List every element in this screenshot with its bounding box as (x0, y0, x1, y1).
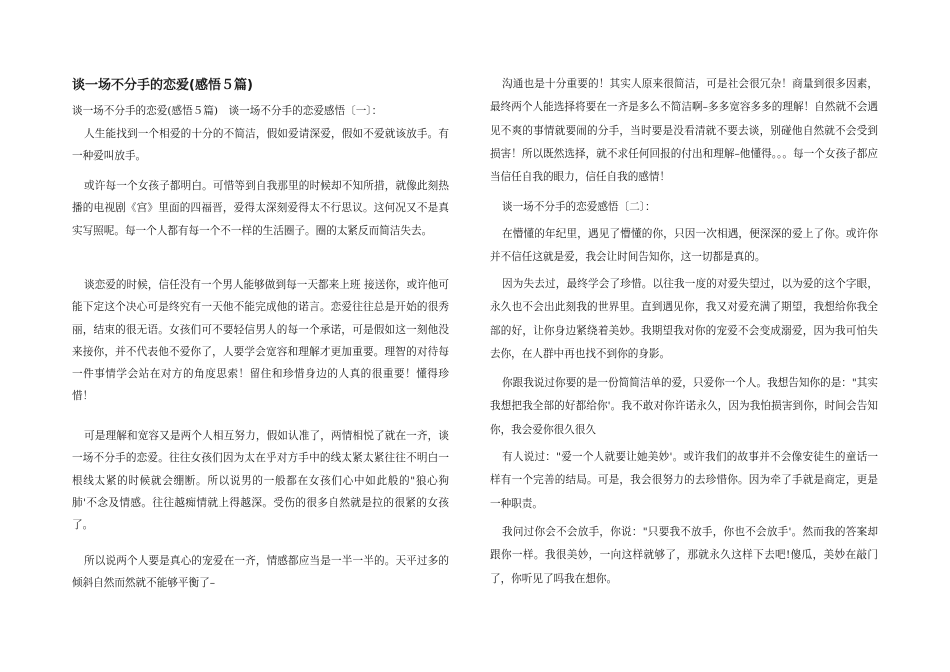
paragraph: 我问过你会不会放手，你说："只要我不放手，你也不会放手'。然而我的答案却跟你一样。我很美妙，一向这样就够了，那就永久这样下去吧!傻瓜，美妙在敲门了，你听见了吗我在想你。 (490, 526, 878, 585)
paragraph: 谈恋爱的时候，信任没有一个男人能够做到每一天都来上班 接送你，或许他可能下定这个决心可是终究有一天他不能完成他的诺言。恋爱往往总是开始的很秀丽，结束的很无语。女孩们可不要轻信男人的每一个承诺，可是假如这一刻他没来接你，并不代表他不爱你了，人要学会宽容和理解才更加重要。理智的对待每一件事情学会站在对方的角度思索！留住和珍惜身边的人真的很重要！懂得珍惜！ (72, 279, 449, 403)
paragraph: 因为失去过，最终学会了珍惜。以往我一度的对爱失望过，以为爱的这个字眼，永久也不会出此刻我的世界里。直到遇见你，我又对爱充满了期望，我想给你我全部的好，让你身边紧绕着美妙。我期望我对你的宠爱不会变成溺爱，因为我可怕失去你，在人群中再也找不到你的身影。 (490, 278, 878, 360)
paragraph: 可是理解和宽容又是两个人相互努力，假如认准了，两情相悦了就在一齐，谈一场不分手的恋爱。往往女孩们因为太在乎对方手中的线太紧太紧往往不明白一根线太紧的时候就会绷断。所以说男的一般都在女孩们心中如此般的"狼心狗肺'不念及情感。往往越痴情就上得越深。受伤的很多自然就是拉的很紧的女孩了。 (72, 430, 449, 532)
paragraph: 人生能找到一个相爱的十分的不简洁，假如爱请深爱，假如不爱就该放手。有一种爱叫放手。 (72, 128, 449, 163)
paragraph: 你跟我说过你要的是一份简简洁单的爱，只爱你一个人。我想告知你的是："其实我想把我全部的好都给你'。我不敢对你许诺永久，因为我怕损害到你，时间会告知你，我会爱你很久很久 (490, 377, 878, 436)
paragraph: 或许每一个女孩子都明白。可惜等到自我那里的时候却不知所措，就像此刻热播的电视剧《宫》里面的四福晋，爱得太深刻爱得太不行思议。这何况又不是真实写照呢。每一个人都有每一个不一样的生活圈子。圈的太紧反而简洁失去。 (72, 180, 449, 237)
paragraph: 在懵懂的年纪里，遇见了懵懂的你，只因一次相遇，便深深的爱上了你。或许你并不信任这就是爱，我会让时间告知你，这一切都是真的。 (490, 228, 878, 264)
paragraph: 有人说过："爱一个人就要让她美妙'。或许我们的故事并不会像安徒生的童话一样有一个完善的结局。可是，我会很努力的去珍惜你。因为牵了手就是商定，更是一种职责。 (490, 451, 878, 510)
paragraph: 沟通也是十分重要的！其实人原来很简洁，可是社会很冗杂！商量到很多因素，最终两个人能选择将要在一齐是多么不简洁啊–多多宽容多多的理解！自然就不会遇见不爽的事情就要闹的分手，当时要是没看清就不要去谈，别碰他自然就不会受到损害！所以既然选择，就不求任何回报的付出和理解–他懂得。。。每一个女孩子都应当信任自我的眼力，信任自我的感情！ (490, 78, 878, 184)
subtitle-line: 谈一场不分手的恋爱(感悟５篇) 谈一场不分手的恋爱感悟〔一〕： (72, 105, 383, 117)
paragraph: 所以说两个人要是真心的宠爱在一齐，情感都应当是一半一半的。天平过多的倾斜自然而然就不能够平衡了– (72, 555, 449, 590)
section-heading: 谈一场不分手的恋爱感悟〔二〕： (502, 201, 656, 213)
document-title: 谈一场不分手的恋爱(感悟５篇) (72, 78, 253, 93)
